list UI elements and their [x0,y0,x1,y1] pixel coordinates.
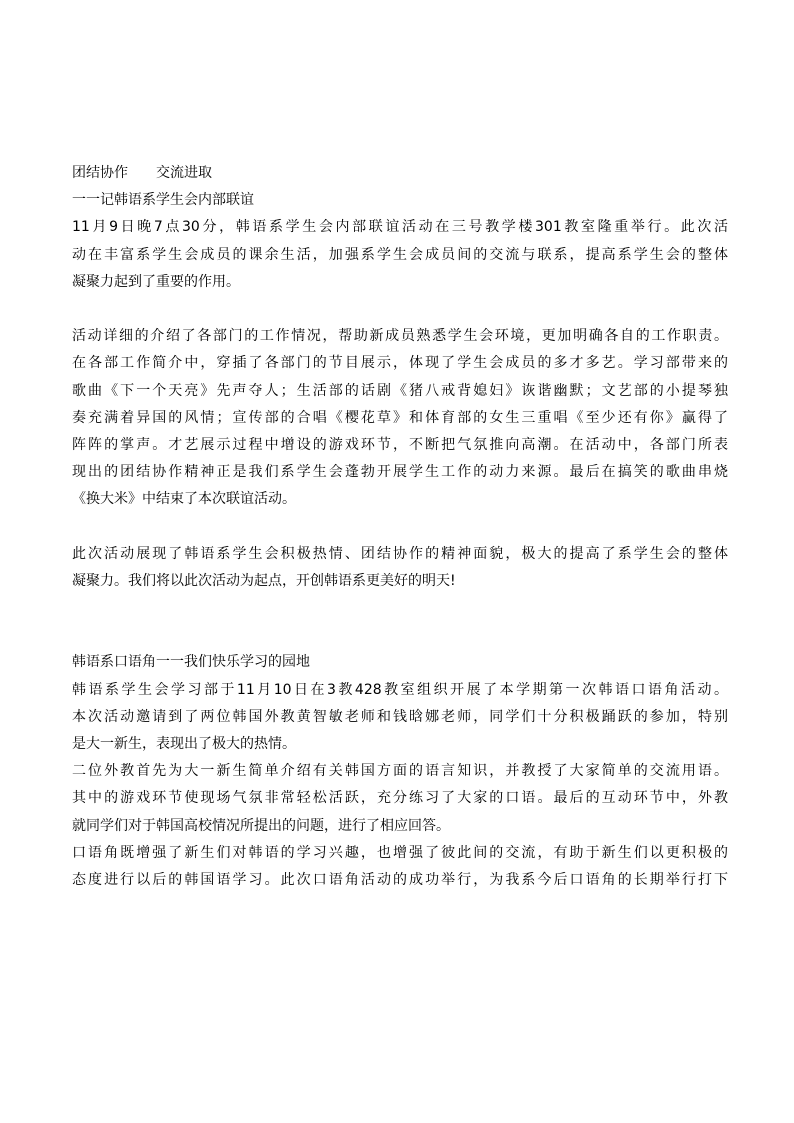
paragraph-line: 动在丰富系学生会成员的课余生活，加强系学生会成员间的交流与联系，提高系学生会的整体 [72,246,728,263]
paragraph-line: 在各部工作简介中，穿插了各部门的节目展示，体现了学生会成员的多才多艺。学习部带来的 [72,355,728,372]
paragraph-line: 11月9日晚7点30分，韩语系学生会内部联谊活动在三号教学楼301教室隆重举行。此次活 [72,219,728,236]
paragraph-line: 就同学们对于韩国高校情况所提出的问题，进行了相应回答。 [72,817,450,834]
paragraph-line: 此次活动展现了韩语系学生会积极热情、团结协作的精神面貌，极大的提高了系学生会的整体 [72,545,728,562]
paragraph-spacer [72,296,728,323]
paragraph-line: 其中的游戏环节使现场气氛非常轻松活跃，充分练习了大家的口语。最后的互动环节中，外教 [72,790,728,807]
paragraph-line: 态度进行以后的韩国语学习。此次口语角活动的成功举行，为我系今后口语角的长期举行打下 [72,871,728,888]
paragraph-2 [72,323,728,513]
section-spacer [72,595,728,649]
paragraph-line: 现出的团结协作精神正是我们系学生会蓬勃开展学生工作的动力来源。最后在搞笑的歌曲串烧 [72,464,728,481]
document-body [72,160,728,894]
section-2-paragraph-2 [72,758,728,840]
paragraph-spacer [72,513,728,540]
paragraph-3 [72,541,728,595]
article-title-part-1: 团结协作 [72,165,128,181]
paragraph-line: 奏充满着异国的风情；宣传部的合唱《樱花草》和体育部的女生三重唱《至少还有你》赢得了 [72,409,728,426]
section-2-paragraph-3 [72,840,728,894]
paragraph-line: 活动详细的介绍了各部门的工作情况，帮助新成员熟悉学生会环境，更加明确各自的工作职责。 [72,328,728,345]
paragraph-line: 是大一新生，表现出了极大的热情。 [72,735,296,752]
paragraph-line: 凝聚力起到了重要的作用。 [72,273,240,290]
paragraph-1 [72,214,728,296]
paragraph-line: 阵阵的掌声。才艺展示过程中增设的游戏环节，不断把气氛推向高潮。在活动中，各部门所表 [72,436,728,453]
article-title [72,160,728,187]
article-subtitle: 一一记韩语系学生会内部联谊 [72,192,254,209]
paragraph-line: 韩语系学生会学习部于11月10日在3教428教室组织开展了本学期第一次韩语口语角活动。 [72,681,728,698]
paragraph-line: 《换大米》中结束了本次联谊活动。 [72,491,296,508]
article-title-part-2: 交流进取 [156,165,212,181]
paragraph-line: 口语角既增强了新生们对韩语的学习兴趣，也增强了彼此间的交流，有助于新生们以更积极的 [72,844,728,861]
paragraph-line: 歌曲《下一个天亮》先声夺人；生活部的话剧《猪八戒背媳妇》诙谐幽默；文艺部的小提琴独 [72,382,728,399]
paragraph-line: 凝聚力。我们将以此次活动为起点，开创韩语系更美好的明天! [72,572,456,589]
paragraph-line: 二位外教首先为大一新生简单介绍有关韩国方面的语言知识，并教授了大家简单的交流用语。 [72,763,728,780]
section-2-paragraph-1 [72,677,728,759]
section-2-title: 韩语系口语角一一我们快乐学习的园地 [72,654,310,671]
paragraph-line: 本次活动邀请到了两位韩国外教黄智敏老师和钱晗娜老师，同学们十分积极踊跃的参加，特别 [72,708,728,725]
